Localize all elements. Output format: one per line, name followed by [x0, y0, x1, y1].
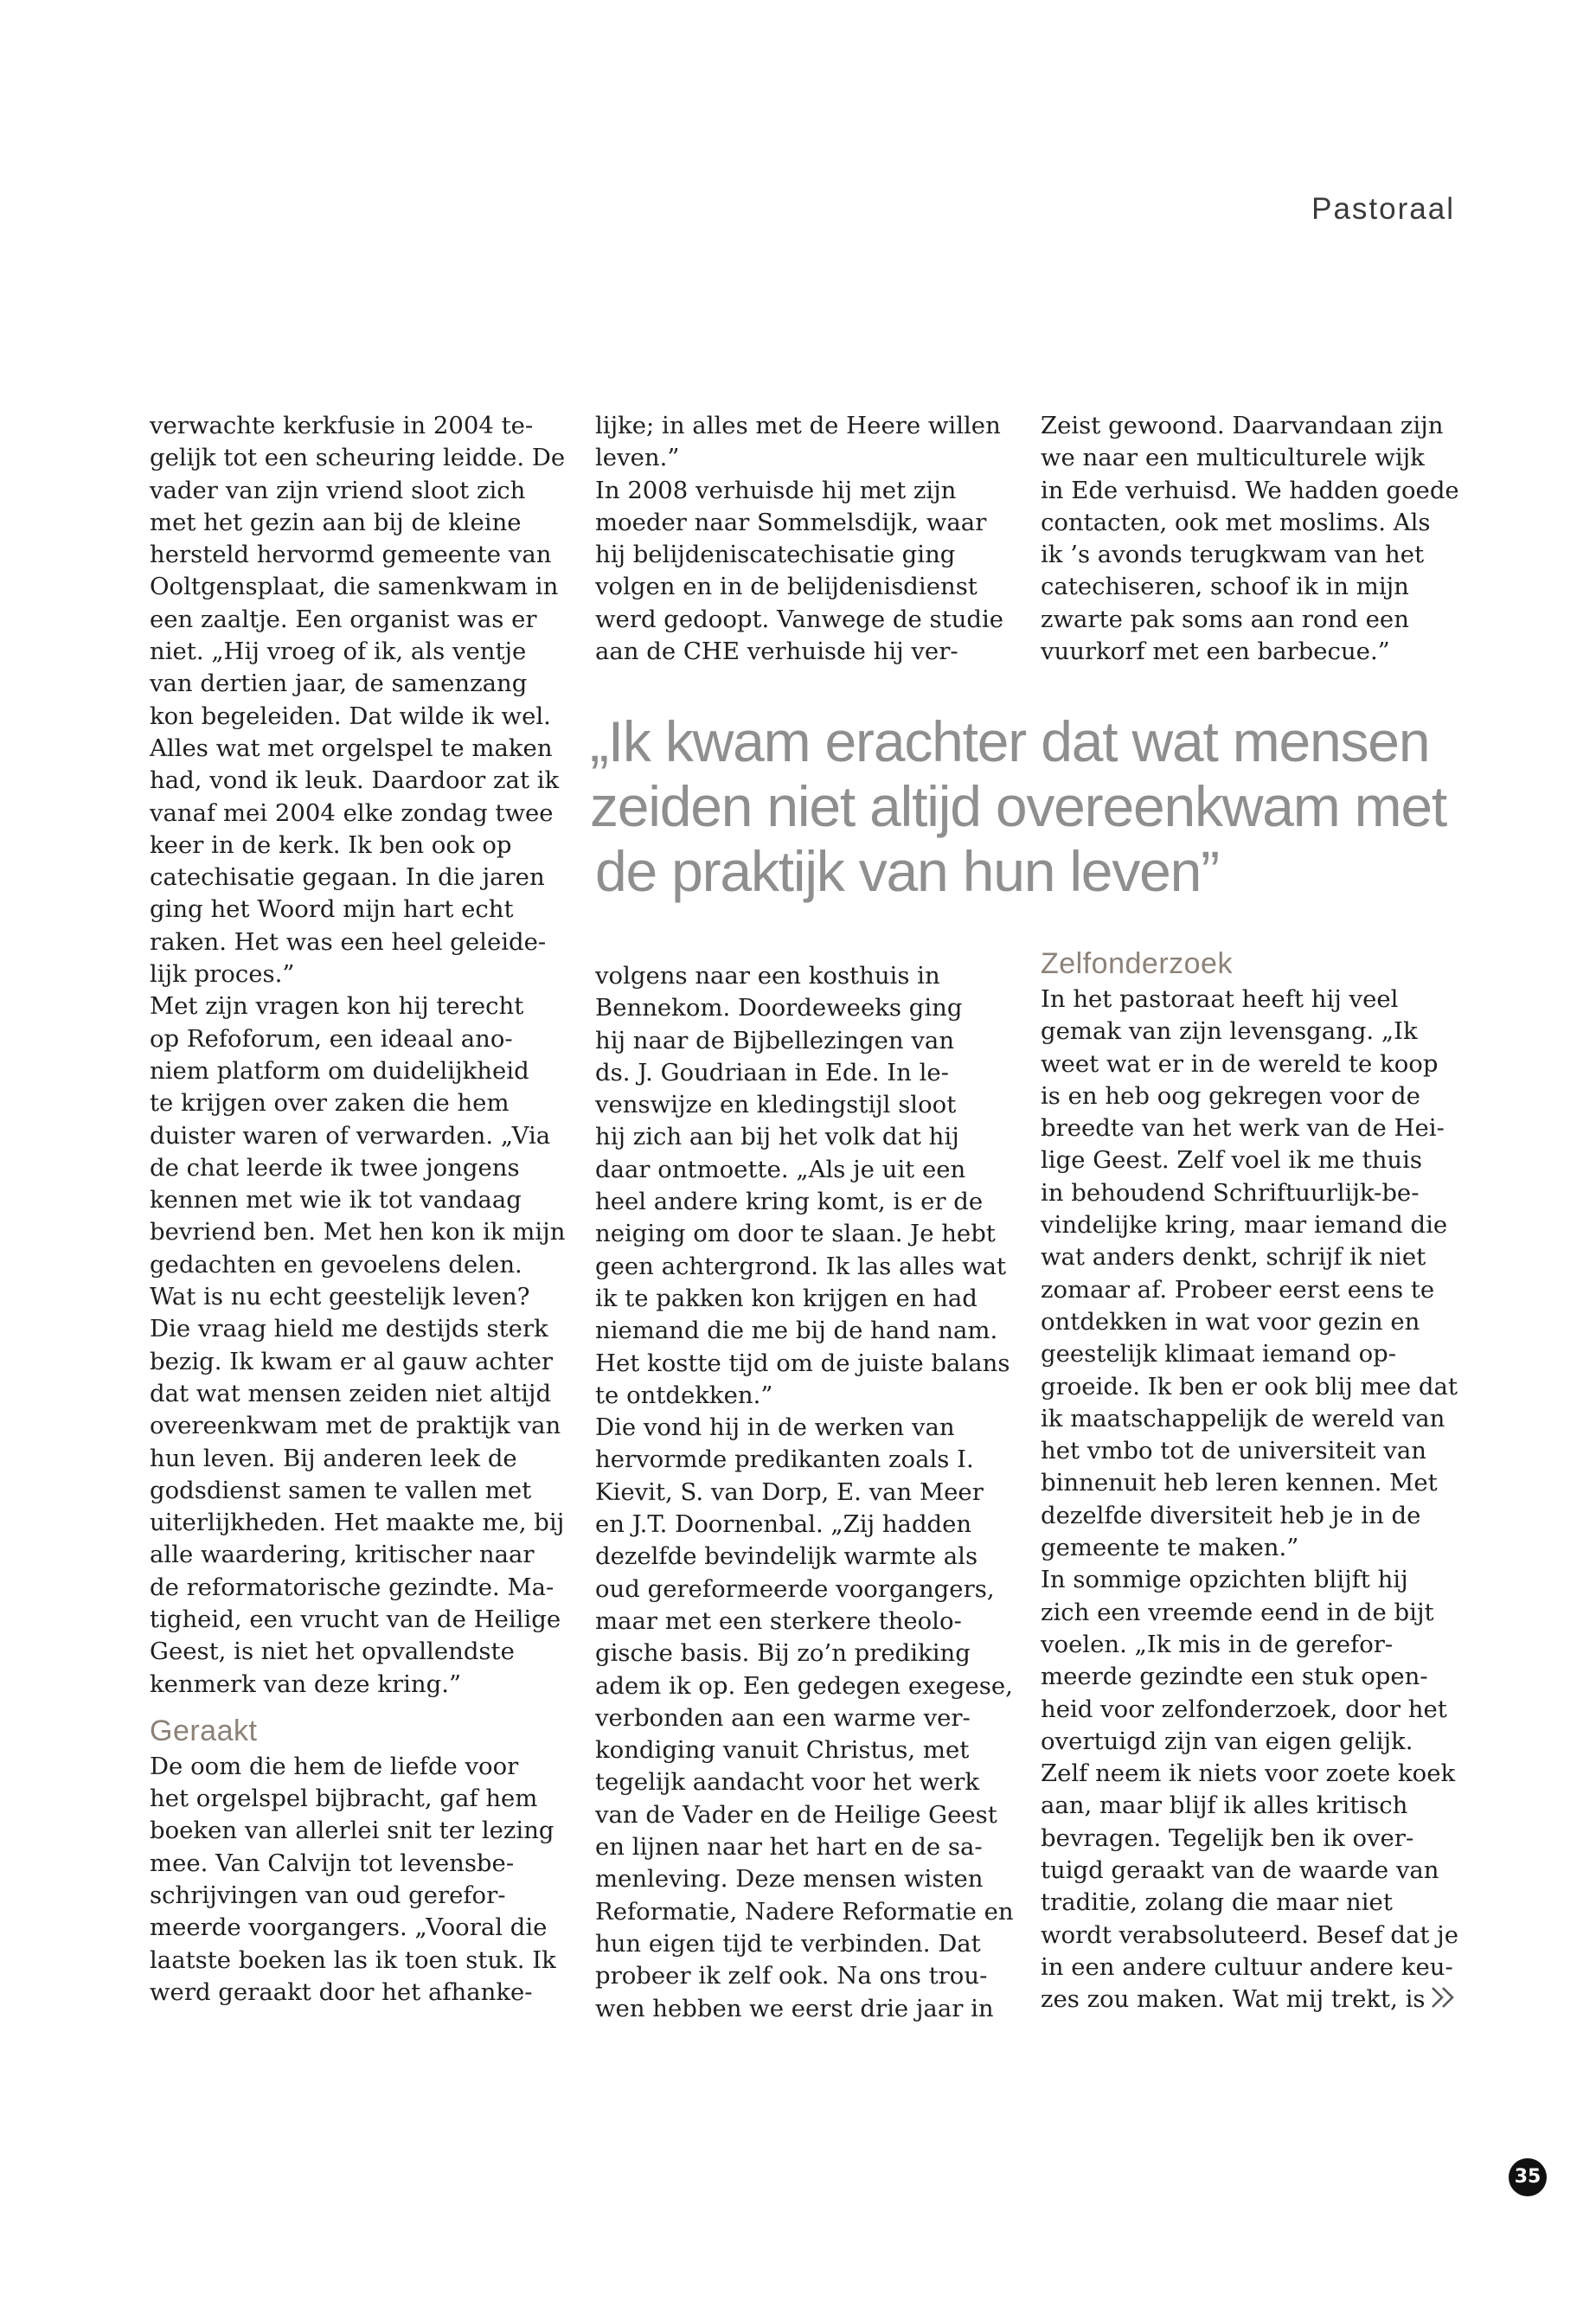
text-line: binnenuit heb leren kennen. Met [1041, 1469, 1438, 1497]
text-line: menleving. Deze mensen wisten [595, 1865, 984, 1894]
text-line: groeide. Ik ben er ook blij mee dat [1041, 1372, 1458, 1400]
text-line: we naar een multiculturele wijk [1041, 444, 1425, 472]
text-line: tuigd geraakt van de waarde van [1041, 1856, 1439, 1885]
column-1-body-b [150, 1751, 556, 2009]
text-line: uiterlijkheden. Het maakte me, bij [150, 1509, 565, 1537]
text-line: hij zich aan bij het volk dat hij [595, 1123, 959, 1151]
text-line: Reformatie, Nadere Reformatie en [595, 1897, 1014, 1926]
text-line: Ooltgensplaat, die samenkwam in [150, 573, 559, 601]
text-line: bevriend ben. Met hen kon ik mijn [150, 1218, 566, 1247]
text-line: werd gedoopt. Vanwege de studie [595, 605, 1004, 633]
text-line: probeer ik zelf ook. Na ons trou- [595, 1962, 988, 1990]
text-line: Met zijn vragen kon hij terecht [150, 992, 524, 1021]
text-line: aan de CHE verhuisde hij ver- [595, 638, 958, 666]
text-line: oud gereformeerde voorgangers, [595, 1574, 995, 1603]
text-line: hij belijdeniscatechisatie ging [595, 541, 956, 569]
text-line: daar ontmoette. „Als je uit een [595, 1155, 966, 1183]
text-line: laatste boeken las ik toen stuk. Ik [150, 1945, 556, 1974]
text-line: kennen met wie ik tot vandaag [150, 1186, 522, 1215]
text-line: Die vond hij in de werken van [595, 1413, 955, 1442]
text-line: geestelijk klimaat iemand op- [1041, 1340, 1397, 1368]
text-line: venswijze en kledingstijl sloot [595, 1091, 957, 1119]
text-line: Geest, is niet het opvallendste [150, 1638, 515, 1666]
text-line: Zelf neem ik niets voor zoete koek [1041, 1759, 1456, 1788]
text-line: kondiging vanuit Christus, met [595, 1736, 970, 1765]
text-line: tegelijk aandacht voor het werk [595, 1768, 980, 1797]
text-line: wordt verabsoluteerd. Besef dat je [1041, 1920, 1458, 1949]
text-line: geen achtergrond. Ik las alles wat [595, 1252, 1007, 1280]
text-line: ds. J. Goudriaan in Ede. In le- [595, 1058, 949, 1086]
text-line: gelijk tot een scheuring leidde. De [150, 444, 566, 472]
text-line: een zaaltje. Een organist was er [150, 605, 537, 633]
text-line: hun eigen tijd te verbinden. Dat [595, 1929, 981, 1958]
text-line: niet. „Hij vroeg of ik, als ventje [150, 638, 527, 666]
text-line: niemand die me bij de hand nam. [595, 1317, 998, 1345]
text-line: voelen. „Ik mis in de gerefor- [1041, 1630, 1394, 1658]
text-line: het vmbo tot de universiteit van [1041, 1437, 1426, 1465]
text-line: gedachten en gevoelens delen. [150, 1250, 522, 1279]
text-line: verbonden aan een warme ver- [595, 1703, 971, 1732]
text-line: dezelfde bevindelijk warmte als [595, 1542, 978, 1571]
text-line: kenmerk van deze kring.” [150, 1670, 462, 1698]
text-line: vuurkorf met een barbecue.” [1041, 638, 1390, 666]
text-line: ging het Woord mijn hart echt [150, 895, 514, 924]
text-line: neiging om door te slaan. Je hebt [595, 1220, 996, 1248]
column-1 [150, 410, 566, 2009]
text-line: catechiseren, schoof ik in mijn [1041, 573, 1409, 601]
column-5-body [1041, 984, 1458, 2016]
text-line: op Refoforum, een ideaal ano- [150, 1024, 513, 1053]
text-line: breedte van het werk van de Hei- [1041, 1114, 1445, 1143]
text-line: werd geraakt door het afhanke- [150, 1977, 533, 2006]
section-label: Pastoraal [1311, 192, 1455, 226]
text-line: Het kostte tijd om de juiste balans [595, 1349, 1010, 1377]
text-line: In het pastoraat heeft hij veel [1041, 985, 1399, 1013]
subheading-zelfonderzoek: Zelfonderzoek [1041, 947, 1233, 980]
text-line: boeken van allerlei snit ter lezing [150, 1817, 554, 1845]
text-line: overeenkwam met de praktijk van [150, 1412, 561, 1440]
column-3 [1041, 410, 1459, 668]
text-line: kon begeleiden. Dat wilde ik wel. [150, 702, 551, 730]
text-line: te krijgen over zaken die hem [150, 1089, 510, 1118]
continue-arrow-icon [1429, 1984, 1458, 2010]
text-line: tigheid, een vrucht van de Heilige [150, 1605, 561, 1633]
text-line: ik te pakken kon krijgen en had [595, 1284, 977, 1312]
text-line: Alles wat met orgelspel te maken [150, 734, 553, 762]
text-line: zes zou maken. Wat mij trekt, is [1041, 1984, 1447, 2016]
text-line: vanaf mei 2004 elke zondag twee [150, 798, 554, 827]
text-line: lijk proces.” [150, 960, 295, 989]
text-line: adem ik op. Een gedegen exegese, [595, 1671, 1013, 1700]
text-line: hersteld hervormd gemeente van [150, 541, 552, 569]
column-4-body [595, 960, 1014, 2025]
text-line: dat wat mensen zeiden niet altijd [150, 1379, 552, 1407]
pull-quote-line: zeiden niet altijd overeenkwam met [590, 774, 1447, 838]
text-line: verwachte kerkfusie in 2004 te- [150, 412, 534, 439]
text-line: van dertien jaar, de samenzang [150, 670, 528, 698]
text-line: te ontdekken.” [595, 1381, 773, 1409]
text-line: is en heb oog gekregen voor de [1041, 1081, 1420, 1110]
text-line: duister waren of verwarden. „Via [150, 1121, 551, 1150]
text-line: heel andere kring komt, is er de [595, 1188, 984, 1216]
text-line: godsdienst samen te vallen met [150, 1476, 532, 1504]
text-line: leven.” [595, 444, 680, 472]
text-line: lige Geest. Zelf voel ik me thuis [1041, 1146, 1423, 1175]
text-line: mee. Van Calvijn tot levensbe- [150, 1849, 515, 1877]
text-line: zich een vreemde eend in de bijt [1041, 1598, 1434, 1626]
text-line: de reformatorische gezindte. Ma- [150, 1573, 554, 1601]
column-2 [595, 410, 1002, 668]
text-line: in behoudend Schriftuurlijk-be- [1041, 1178, 1420, 1207]
text-line: ontdekken in wat voor gezin en [1041, 1307, 1420, 1336]
text-line: hij naar de Bijbellezingen van [595, 1026, 955, 1054]
text-line: lijke; in alles met de Heere willen [595, 412, 1001, 439]
pull-quote-line: de praktijk van hun leven” [595, 839, 1219, 903]
text-line: en J.T. Doornenbal. „Zij hadden [595, 1510, 972, 1539]
subheading-geraakt: Geraakt [150, 1714, 258, 1747]
text-line: gemeente te maken.” [1041, 1534, 1299, 1562]
text-line: meerde voorgangers. „Vooral die [150, 1913, 548, 1942]
text-line: overtuigd zijn van eigen gelijk. [1041, 1727, 1413, 1755]
text-line: wat anders denkt, schrijf ik niet [1041, 1243, 1426, 1272]
pull-quote [590, 709, 1455, 904]
text-line: niem platform om duidelijkheid [150, 1056, 529, 1085]
text-line: aan, maar blijf ik alles kritisch [1041, 1791, 1408, 1820]
text-line: schrijvingen van oud gerefor- [150, 1881, 506, 1910]
text-line: heid voor zelfonderzoek, door het [1041, 1695, 1447, 1723]
text-line: catechisatie gegaan. In die jaren [150, 863, 545, 892]
text-line: In 2008 verhuisde hij met zijn [595, 476, 957, 504]
column-3-body [1041, 410, 1459, 668]
text-line: zomaar af. Probeer eerst eens te [1041, 1275, 1435, 1304]
text-line: ik ’s avonds terugkwam van het [1041, 541, 1425, 569]
text-line: hun leven. Bij anderen leek de [150, 1444, 517, 1472]
text-line: moeder naar Sommelsdijk, waar [595, 508, 987, 536]
text-line: bezig. Ik kwam er al gauw achter [150, 1347, 553, 1375]
text-line: bevragen. Tegelijk ben ik over- [1041, 1823, 1414, 1852]
column-4 [595, 960, 1014, 2025]
text-line: Wat is nu echt geestelijk leven? [150, 1283, 530, 1311]
text-line: Zeist gewoond. Daarvandaan zijn [1041, 412, 1444, 439]
text-line: had, vond ik leuk. Daardoor zat ik [150, 766, 560, 795]
text-line: raken. Het was een heel geleide- [150, 927, 547, 956]
text-line: dezelfde diversiteit heb je in de [1041, 1501, 1421, 1529]
pull-quote-line: „Ik kwam erachter dat wat mensen [590, 709, 1430, 773]
text-line: zwarte pak soms aan rond een [1041, 605, 1409, 633]
text-line: weet wat er in de wereld te koop [1041, 1049, 1439, 1078]
text-line: vader van zijn vriend sloot zich [150, 476, 526, 504]
column-2-body [595, 410, 1002, 668]
text-line: gemak van zijn levensgang. „Ik [1041, 1017, 1418, 1046]
column-1-body [150, 410, 566, 1701]
text-line: met het gezin aan bij de kleine [150, 508, 522, 536]
text-line: wen hebben we eerst drie jaar in [595, 1994, 994, 2022]
text-line: hervormde predikanten zoals I. [595, 1445, 974, 1474]
text-line: meerde gezindte een stuk open- [1041, 1663, 1428, 1691]
text-line: van de Vader en de Heilige Geest [595, 1800, 997, 1829]
text-line: Die vraag hield me destijds sterk [150, 1315, 548, 1343]
text-line: Kievit, S. van Dorp, E. van Meer [595, 1477, 984, 1506]
text-line: gische basis. Bij zo’n prediking [595, 1639, 971, 1668]
text-line: ik maatschappelijk de wereld van [1041, 1404, 1445, 1433]
text-line: alle waardering, kritischer naar [150, 1541, 535, 1569]
text-line: maar met een sterkere theolo- [595, 1606, 962, 1635]
text-line: vindelijke kring, maar iemand die [1041, 1211, 1448, 1240]
text-line: In sommige opzichten blijft hij [1041, 1566, 1408, 1594]
text-line: Bennekom. Doordeweeks ging [595, 994, 963, 1022]
text-line: volgens naar een kosthuis in [595, 962, 940, 990]
text-line: en lijnen naar het hart en de sa- [595, 1833, 983, 1862]
text-line: het orgelspel bijbracht, gaf hem [150, 1785, 538, 1813]
text-line: keer in de kerk. Ik ben ook op [150, 830, 512, 859]
page-number: 35 [1509, 2158, 1547, 2196]
text-line: contacten, ook met moslims. Als [1041, 508, 1431, 536]
text-line: traditie, zolang die maar niet [1041, 1888, 1393, 1917]
text-line: de chat leerde ik twee jongens [150, 1153, 520, 1182]
text-line: in een andere cultuur andere keu- [1041, 1952, 1453, 1981]
text-line: in Ede verhuisd. We hadden goede [1041, 476, 1459, 504]
text-line: volgen en in de belijdenisdienst [595, 573, 977, 601]
text-line: De oom die hem de liefde voor [150, 1752, 519, 1780]
column-5 [1041, 947, 1458, 2016]
